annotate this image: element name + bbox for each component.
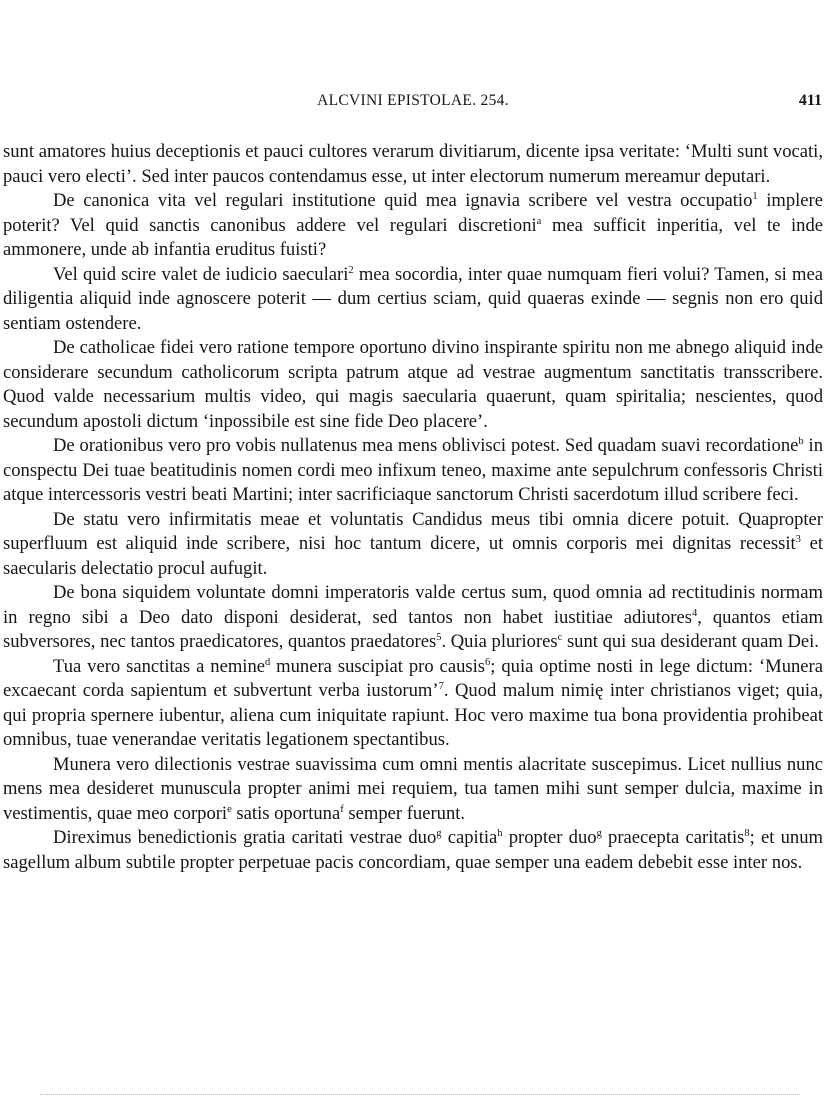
paragraph-text: propter duo: [502, 827, 597, 848]
paragraph-text: implere poterit? Vel quid sanctis canonibus addere vel regulari discretioni: [3, 190, 823, 236]
paragraph-text: Tua vero sanctitas a nemine: [53, 655, 265, 677]
paragraph-9: [3, 753, 823, 827]
running-title: ALCVINI EPISTOLAE. 254.: [317, 92, 509, 109]
paragraph-7: [3, 581, 823, 655]
footnote-marker: 8: [744, 827, 750, 839]
footnote-marker: a: [536, 215, 542, 227]
paragraph-5: [3, 434, 823, 508]
paragraph-text: mea socordia, inter quae numquam fieri volui? Tamen, si mea diligentia aliquid inde agnoscere poterit — dum certius sciam, quid quaeras exinde — segnis non ero quid sentiam ostendere.: [3, 263, 823, 334]
paragraph-text: Direximus benedictionis gratia caritati vestrae duo: [53, 827, 437, 848]
paragraph-text: praecepta caritatis: [601, 827, 745, 848]
footnote-marker: h: [497, 827, 503, 839]
paragraph-text: satis oportuna: [231, 802, 341, 824]
paragraph-text: ; quia optime nosti in lege dictum: ‘Munera excaecant corda sapientum et subvertunt verba iustorum’: [3, 655, 823, 701]
paragraph-text: Vel quid scire valet de iudicio saeculari: [53, 263, 349, 285]
paragraph-1: [3, 140, 823, 189]
paragraph-text: Munera vero dilectionis vestrae suavissima cum omni mentis alacritate suscepimus. Licet nullius nunc mens mea desideret munuscula propter animi mei requiem, tua tamen mihi sunt semper dulcia, maxime in vestimentis, quae meo corpori: [3, 753, 823, 824]
footnote-marker: f: [340, 803, 344, 815]
paragraph-text: munera suscipiat pro causis: [270, 655, 486, 677]
paragraph-text: mea sufficit inperitia, vel te inde ammonere, unde ab infantia eruditus fuisti?: [3, 214, 823, 260]
footnote-marker: 4: [691, 607, 698, 619]
footnote-marker: 5: [436, 631, 442, 643]
footnote-marker: 3: [795, 533, 801, 545]
footnote-marker: 7: [438, 680, 444, 692]
bottom-rule: [40, 1094, 800, 1095]
paragraph-text: De catholicae fidei vero ratione tempore oportuno divino inspirante spiritu non me abnego aliquid inde considerare secundum catholicorum scripta patrum atque ad vestrae augmentum sanctitatis transscribere. Quod valde necessarium multis video, qui magis saecularia quaerunt, quam spiritalia; nescientes, quod secundum apostoli dictum ‘inpossibile est sine fide Deo placere’.: [3, 337, 823, 432]
paragraph-text: in conspectu Dei tuae beatitudinis nomen cordi meo infixum teneo, maxime ante sepulchrum confessoris Christi atque intercessoris vestri beati Martini; inter sacrificiaque sanctorum Christi sacerdotum illud scribere feci.: [3, 435, 823, 505]
footnote-marker: d: [265, 656, 271, 668]
paragraph-text: De bona siquidem voluntate domni imperatoris valde certus sum, quod omnia ad rectitudinis normam in regno sibi a Deo dato disponi desiderat, sed tantos non habet iustitiae adiutores: [3, 582, 823, 628]
footnote-marker: 1: [752, 190, 758, 202]
paragraph-text: ; et unum sagellum album subtile propter perpetuae pacis concordiam, quae semper una eadem debebit esse inter nos.: [3, 827, 823, 873]
paragraph-2: [3, 189, 823, 263]
paragraph-text: De statu vero infirmitatis meae et voluntatis Candidus meus tibi omnia dicere potuit. Quapropter superfluum est aliquid inde scribere, nisi hoc tantum dicere, ut omnis corporis mei dignitas recessit: [3, 508, 823, 554]
paragraph-text: De orationibus vero pro vobis nullatenus mea mens oblivisci potest. Sed quadam suavi recordatione: [53, 435, 799, 456]
paragraph-4: [3, 336, 823, 434]
paragraph-text: sunt qui sua desiderant quam Dei.: [562, 631, 819, 652]
footnote-marker: 6: [485, 656, 491, 668]
letter-body: [3, 140, 823, 875]
paragraph-text: De canonica vita vel regulari institutione quid mea ignavia scribere vel vestra occupatio: [53, 190, 753, 211]
paragraph-8: [3, 655, 823, 753]
footnote-marker: g: [436, 827, 442, 839]
paragraph-text: . Quia pluriores: [441, 631, 558, 652]
paragraph-10: [3, 826, 823, 875]
paragraph-6: [3, 508, 823, 582]
paragraph-text: sunt amatores huius deceptionis et pauci cultores verarum divitiarum, dicente ipsa veritate: ‘Multi sunt vocati, pauci vero electi’. Sed inter paucos contendamus esse, ut inter electorum numerum mereamur deputari.: [3, 141, 823, 187]
page-number: 411: [798, 92, 822, 109]
paragraph-3: [3, 263, 823, 337]
paragraph-text: capitia: [441, 827, 498, 848]
page-header: [0, 92, 826, 116]
footnote-marker: g: [596, 827, 602, 839]
footnote-marker: b: [798, 435, 804, 447]
paragraph-text: semper fuerunt.: [343, 802, 466, 824]
footnote-marker: 2: [348, 264, 354, 276]
paragraph-text: , quantos etiam subversores, nec tantos praedicatores, quantos praedatores: [3, 606, 823, 652]
footnote-marker: e: [227, 803, 232, 815]
paragraph-text: . Quod malum nimię inter christianos viget; quia, qui propria spernere iubentur, aliena cum iniquitate rapiunt. Hoc vero maxime tua bona providentia prohibeat omnibus, tuae venerandae veritatis legationem spectantibus.: [3, 680, 823, 750]
paragraph-text: et saecularis delectatio procul aufugit.: [3, 533, 823, 579]
footnote-marker: c: [557, 631, 563, 643]
